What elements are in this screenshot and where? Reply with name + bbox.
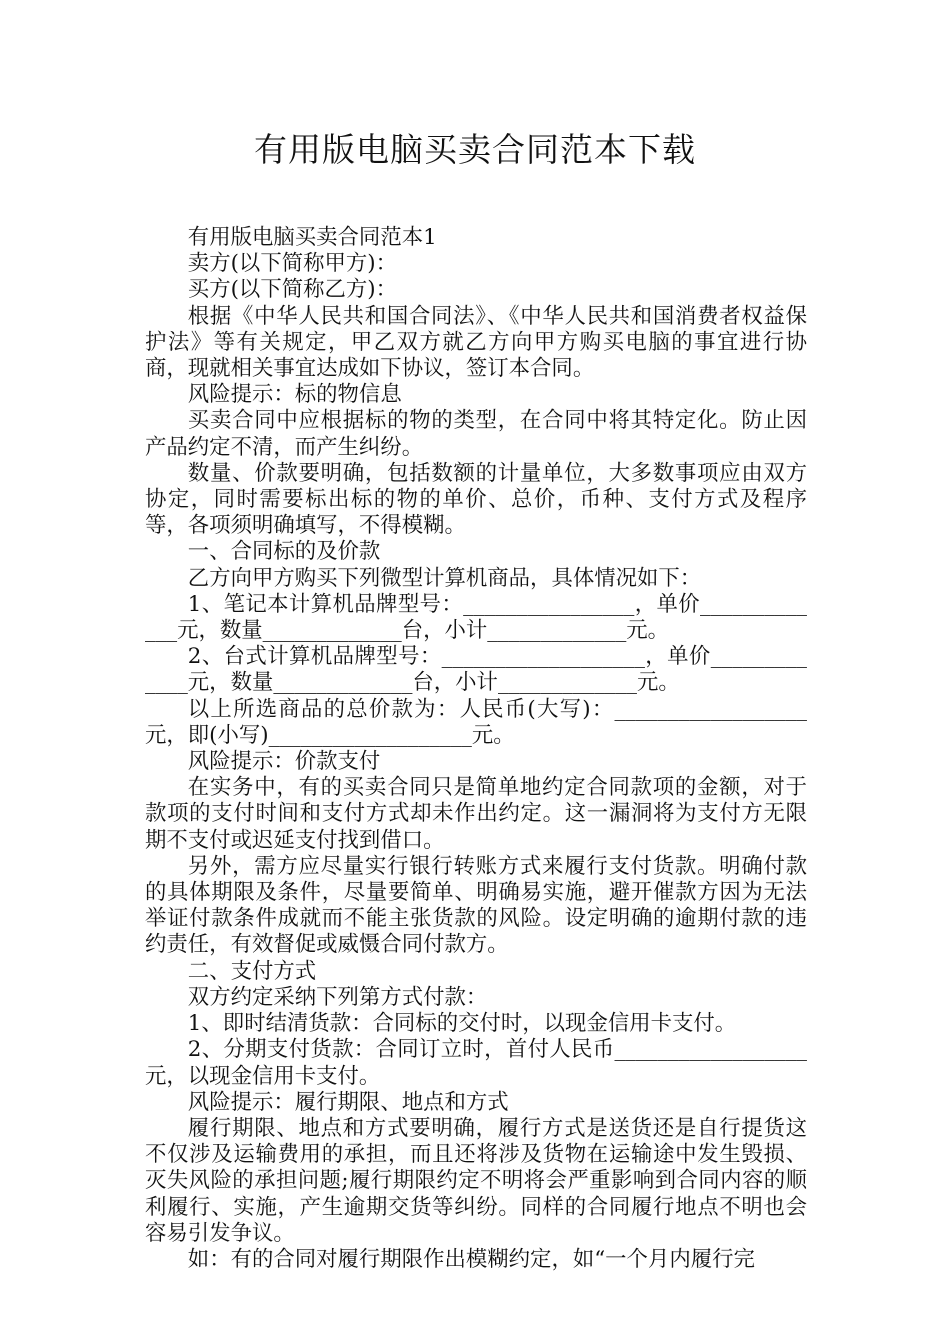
total-price-line: 以上所选商品的总价款为：人民币(大写)：__________________元，即(小写)___________________元。 bbox=[145, 696, 807, 748]
body-paragraph: 乙方向甲方购买下列微型计算机商品，具体情况如下： bbox=[187, 565, 702, 591]
preamble-paragraph: 根据《中华人民共和国合同法》、《中华人民共和国消费者权益保护法》等有关规定，甲乙双方就乙方向甲方购买电脑的事宜进行协商，现就相关事宜达成如下协议，签订本合同。 bbox=[145, 303, 807, 382]
body-paragraph: 数量、价款要明确，包括数额的计量单位，大多数事项应由双方协定，同时需要标出标的物的单价、总价，币种、支付方式及程序等，各项须明确填写，不得模糊。 bbox=[145, 460, 807, 539]
document-title: 有用版电脑买卖合同范本下载 bbox=[254, 130, 696, 169]
body-paragraph: 在实务中，有的买卖合同只是简单地约定合同款项的金额，对于款项的支付时间和支付方式却未作出约定。这一漏洞将为支付方无限期不支付或迟延支付找到借口。 bbox=[145, 775, 807, 853]
clause-heading: 一、合同标的及价款 bbox=[187, 539, 381, 565]
body-paragraph: 如：有的合同对履行期限作出模糊约定，如“一个月内履行完 bbox=[187, 1246, 755, 1272]
document-body bbox=[145, 225, 807, 1273]
payment-option-line: 1、即时结清货款：合同标的交付时，以现金信用卡支付。 bbox=[187, 1011, 737, 1037]
payment-option-line: 2、分期支付货款：合同订立时，首付人民币__________________元，以现金信用卡支付。 bbox=[145, 1037, 807, 1089]
risk-tip-heading: 风险提示：价款支付 bbox=[187, 749, 381, 775]
clause-heading: 二、支付方式 bbox=[187, 958, 317, 984]
body-paragraph: 双方约定采纳下列第方式付款： bbox=[187, 984, 488, 1010]
seller-line: 卖方(以下简称甲方)： bbox=[187, 251, 398, 277]
risk-tip-heading: 风险提示：标的物信息 bbox=[187, 382, 402, 408]
section-heading: 有用版电脑买卖合同范本1 bbox=[187, 225, 437, 250]
desktop-item-line: 2、台式计算机品牌型号：___________________，单价_____________元，数量_____________台，小计_____________元。 bbox=[145, 644, 807, 696]
laptop-item-line: 1、笔记本计算机品牌型号：________________，单价_____________元，数量_____________台，小计_____________元。 bbox=[145, 591, 807, 644]
buyer-line: 买方(以下简称乙方)： bbox=[187, 277, 398, 303]
body-paragraph: 履行期限、地点和方式要明确，履行方式是送货还是自行提货这不仅涉及运输费用的承担，而且还将涉及货物在运输途中发生毁损、灭失风险的承担问题;履行期限约定不明将会严重影响到合同内容的顺利履行、实施，产生逾期交货等纠纷。同样的合同履行地点不明也会容易引发争议。 bbox=[145, 1115, 807, 1246]
body-paragraph: 另外，需方应尽量实行银行转账方式来履行支付货款。明确付款的具体期限及条件，尽量要简单、明确易实施，避开催款方因为无法举证付款条件成就而不能主张货款的风险。设定明确的逾期付款的违约责任，有效督促或威慑合同付款方。 bbox=[145, 853, 807, 958]
risk-tip-heading: 风险提示：履行期限、地点和方式 bbox=[187, 1089, 509, 1115]
body-paragraph: 买卖合同中应根据标的物的类型，在合同中将其特定化。防止因产品约定不清，而产生纠纷。 bbox=[145, 408, 807, 460]
